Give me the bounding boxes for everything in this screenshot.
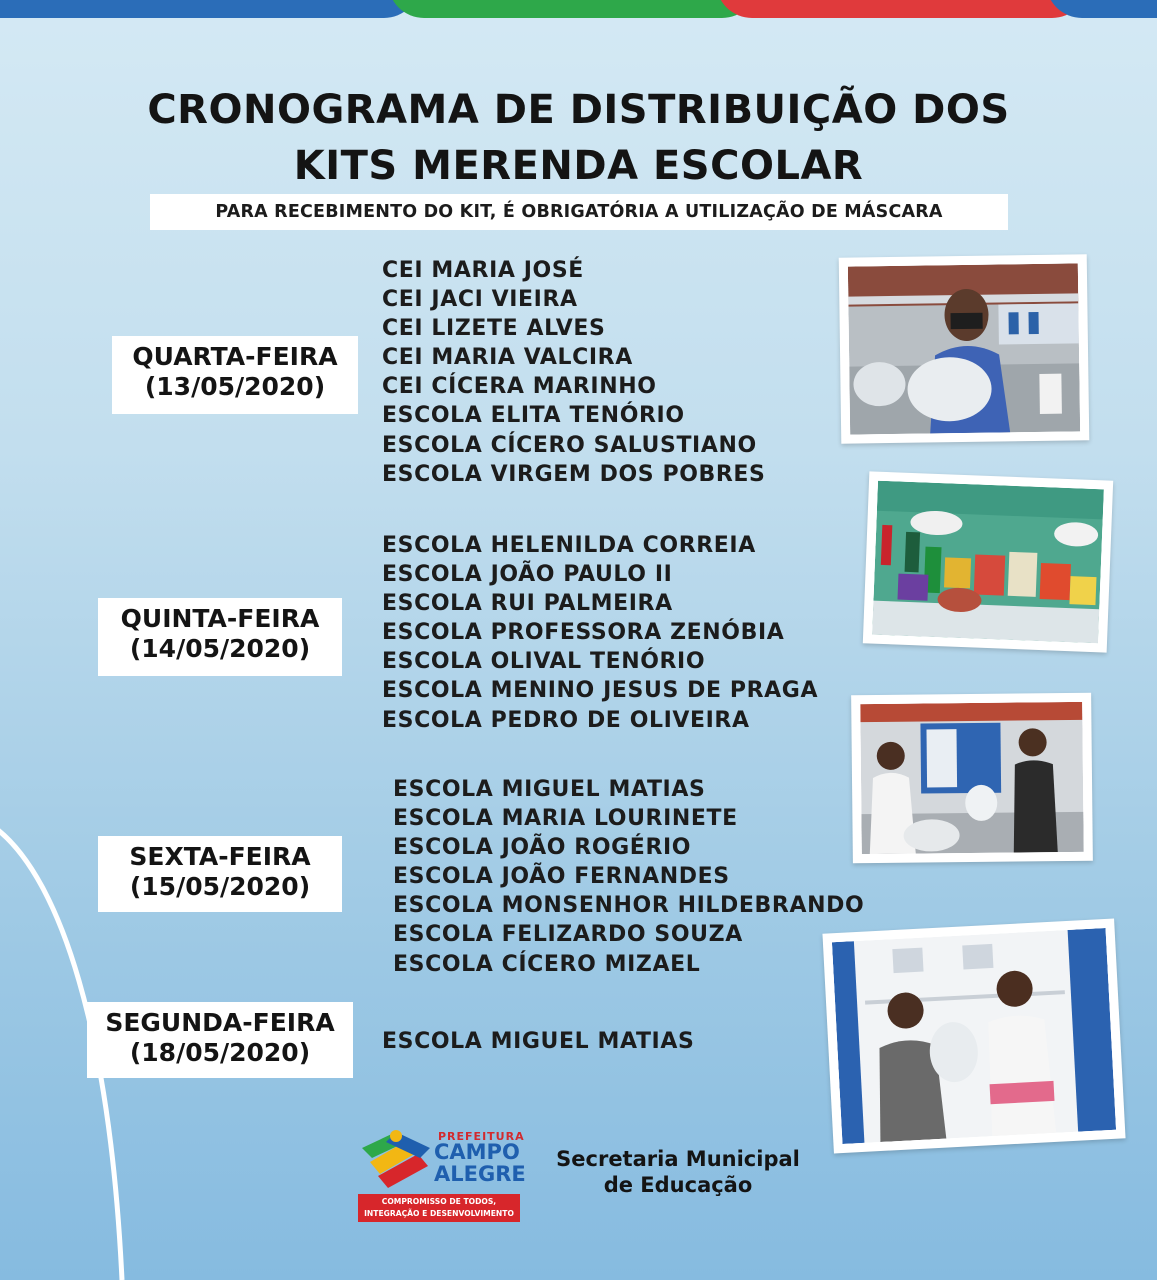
list-item: CEI MARIA JOSÉ (382, 258, 584, 283)
top-bar-blue-left (0, 0, 420, 18)
logo-symbol-icon (356, 1128, 436, 1194)
list-item: ESCOLA MARIA LOURINETE (393, 806, 738, 832)
day-name: SEXTA-FEIRA (129, 842, 311, 871)
title-line-2: KITS MERENDA ESCOLAR (293, 143, 864, 189)
secretaria-line-1: Secretaria Municipal (556, 1147, 800, 1171)
day-label-friday (98, 836, 342, 912)
day-date: (15/05/2020) (129, 872, 311, 901)
day-name: QUARTA-FEIRA (132, 342, 338, 371)
logo-slogan-line-2: INTEGRAÇÃO E DESENVOLVIMENTO (364, 1209, 514, 1218)
list-item: ESCOLA PEDRO DE OLIVEIRA (382, 707, 750, 733)
list-item: ESCOLA OLIVAL TENÓRIO (382, 649, 706, 675)
school-list-wednesday (382, 256, 766, 489)
list-item: ESCOLA JOÃO PAULO II (382, 562, 673, 588)
day-label-thursday (98, 598, 342, 676)
day-date: (13/05/2020) (144, 372, 326, 401)
logo-slogan (358, 1194, 520, 1222)
day-label-wednesday (112, 336, 358, 414)
photo-food-kit (863, 471, 1113, 652)
list-item: ESCOLA PROFESSORA ZENÓBIA (382, 620, 785, 646)
list-item: ESCOLA JOÃO ROGÉRIO (393, 835, 692, 861)
title-line-1: CRONOGRAMA DE DISTRIBUIÇÃO DOS (147, 87, 1010, 133)
list-item: CEI LIZETE ALVES (382, 316, 606, 342)
top-bar-green (388, 0, 758, 18)
list-item: ESCOLA ELITA TENÓRIO (382, 403, 685, 429)
day-label-monday (87, 1002, 353, 1078)
page-title (0, 82, 1157, 194)
logo-alegre-text: ALEGRE (434, 1162, 526, 1186)
list-item: ESCOLA MIGUEL MATIAS (382, 1029, 695, 1054)
day-date: (18/05/2020) (129, 1038, 311, 1067)
top-color-bar (0, 0, 1157, 22)
school-list-friday (393, 775, 864, 979)
logo-prefeitura-text: PREFEITURA (438, 1130, 525, 1143)
prefeitura-campo-alegre-logo (356, 1126, 526, 1224)
list-item: ESCOLA CÍCERO MIZAEL (393, 951, 701, 977)
list-item: ESCOLA MIGUEL MATIAS (393, 777, 706, 802)
list-item: ESCOLA JOÃO FERNANDES (393, 864, 730, 890)
school-list-thursday (382, 531, 818, 735)
photo-kit-delivery (851, 693, 1093, 864)
day-name: QUINTA-FEIRA (120, 604, 320, 633)
logo-campo-text: CAMPO (434, 1140, 520, 1164)
mask-notice: PARA RECEBIMENTO DO KIT, É OBRIGATÓRIA A UTILIZAÇÃO DE MÁSCARA (150, 194, 1008, 230)
photo-women-with-masks (822, 919, 1125, 1154)
day-name: SEGUNDA-FEIRA (105, 1008, 335, 1037)
photo-woman-with-kit (839, 254, 1090, 443)
list-item: ESCOLA MENINO JESUS DE PRAGA (382, 678, 819, 704)
top-bar-red (716, 0, 1088, 18)
list-item: ESCOLA VIRGEM DOS POBRES (382, 461, 766, 487)
logo-slogan-line-1: COMPROMISSO DE TODOS, (381, 1197, 497, 1206)
secretaria-line-2: de Educação (603, 1173, 753, 1197)
list-item: ESCOLA RUI PALMEIRA (382, 591, 673, 617)
list-item: CEI MARIA VALCIRA (382, 345, 633, 371)
day-date: (14/05/2020) (129, 634, 311, 663)
list-item: ESCOLA MONSENHOR HILDEBRANDO (393, 893, 865, 919)
list-item: ESCOLA HELENILDA CORREIA (382, 533, 756, 558)
list-item: ESCOLA FELIZARDO SOUZA (393, 922, 743, 948)
school-list-monday (382, 1027, 694, 1056)
list-item: CEI CÍCERA MARINHO (382, 374, 657, 400)
list-item: CEI JACI VIEIRA (382, 287, 578, 313)
list-item: ESCOLA CÍCERO SALUSTIANO (382, 432, 757, 458)
secretaria-label (548, 1146, 808, 1198)
